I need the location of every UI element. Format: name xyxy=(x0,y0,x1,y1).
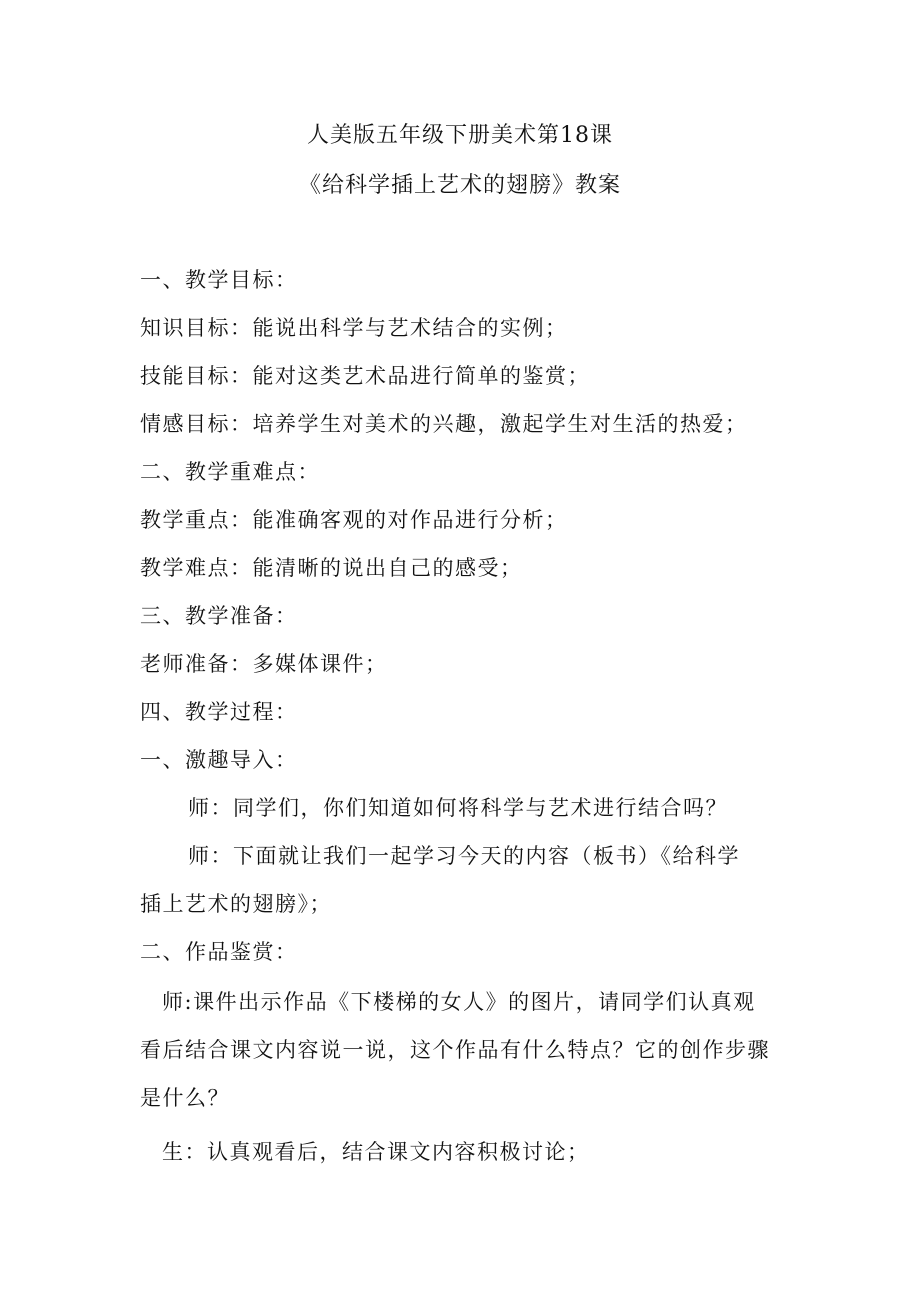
paragraph-student-response: 生：认真观看后，结合课文内容积极讨论； xyxy=(162,1140,590,1164)
paragraph-knowledge-objective: 知识目标：能说出科学与艺术结合的实例； xyxy=(140,316,568,340)
paragraph-skill-objective: 技能目标：能对这类艺术品进行简单的鉴赏； xyxy=(140,364,590,388)
paragraph-appreciation-task-cont2: 是什么？ xyxy=(140,1086,230,1110)
paragraph-appreciation-task-cont1: 看后结合课文内容说一说，这个作品有什么特点？它的创作步骤 xyxy=(140,1038,770,1062)
paragraph-teacher-intro-cont: 插上艺术的翅膀》； xyxy=(140,892,332,916)
section-heading-key-points: 二、教学重难点： xyxy=(140,460,320,484)
document-title-line1: 人美版五年级下册美术第18课 xyxy=(307,123,613,148)
paragraph-difficult-point: 教学难点：能清晰的说出自己的感受； xyxy=(140,556,523,580)
section-heading-objectives: 一、教学目标： xyxy=(140,268,298,292)
paragraph-teacher-preparation: 老师准备：多媒体课件； xyxy=(140,652,388,676)
document-title-line2: 《给科学插上艺术的翅膀》教案 xyxy=(298,173,621,198)
paragraph-teacher-intro: 师：下面就让我们一起学习今天的内容（板书）《给科学 xyxy=(188,844,740,868)
paragraph-teacher-question: 师：同学们，你们知道如何将科学与艺术进行结合吗？ xyxy=(188,796,728,820)
section-heading-preparation: 三、教学准备： xyxy=(140,604,298,628)
subsection-heading-intro: 一、激趣导入： xyxy=(140,748,298,772)
paragraph-appreciation-task: 师:课件出示作品《下楼梯的女人》的图片，请同学们认真观 xyxy=(162,990,756,1014)
subsection-heading-appreciation: 二、作品鉴赏： xyxy=(140,940,298,964)
paragraph-key-point: 教学重点：能准确客观的对作品进行分析； xyxy=(140,508,568,532)
paragraph-emotion-objective: 情感目标：培养学生对美术的兴趣，激起学生对生活的热爱； xyxy=(140,412,748,436)
section-heading-process: 四、教学过程： xyxy=(140,700,298,724)
